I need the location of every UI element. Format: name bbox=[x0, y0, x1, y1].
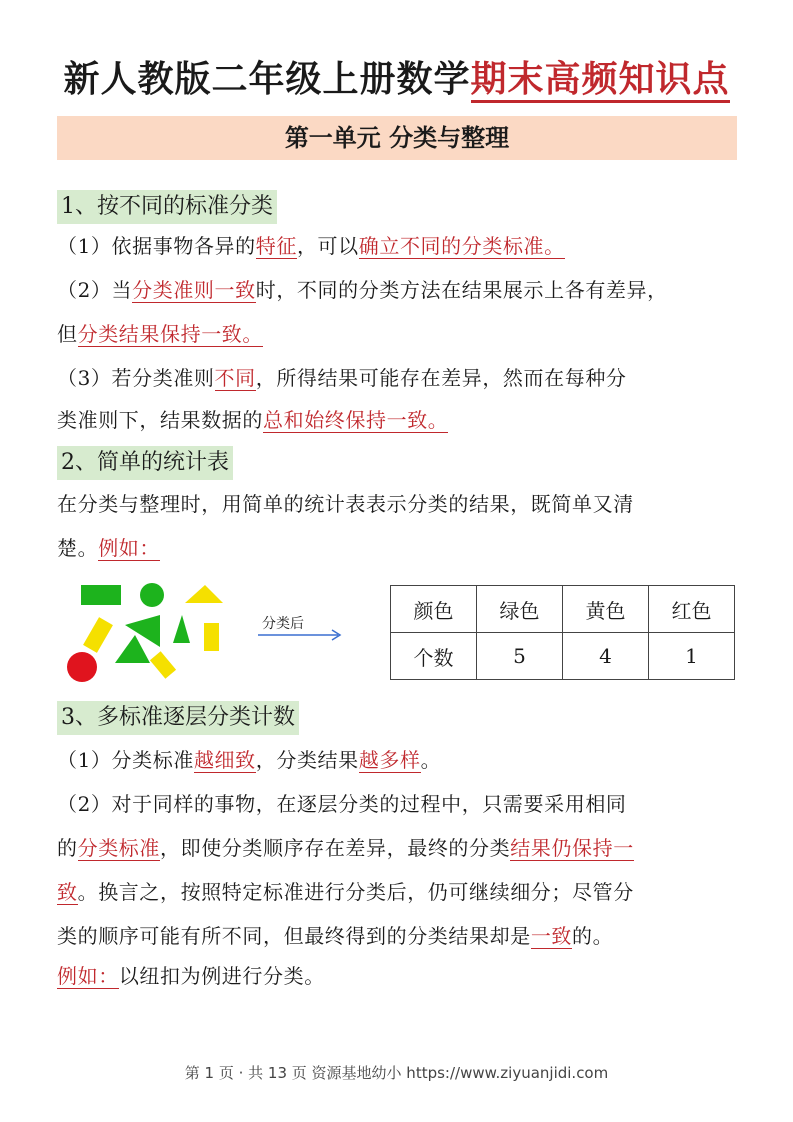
red-text: 分类标准 bbox=[77, 836, 161, 860]
yellow-parallelogram bbox=[83, 617, 113, 653]
s1-paragraph-3-line-2 bbox=[57, 398, 741, 442]
section-3-heading-text: 3、多标准逐层分类计数 bbox=[61, 705, 295, 730]
green-triangle-2 bbox=[115, 635, 150, 663]
table-cell: 1 bbox=[649, 633, 735, 680]
yellow-triangle bbox=[185, 585, 223, 603]
s2-paragraph-line-1 bbox=[57, 482, 741, 526]
text: （1）依据事物各异的 bbox=[57, 234, 256, 258]
text: ，所得结果可能存在差异，然而在每种分 bbox=[255, 366, 627, 390]
text: （2）对于同样的事物，在逐层分类的过程中，只需要采用相同 bbox=[57, 792, 627, 816]
text: 但 bbox=[57, 322, 78, 346]
red-text: 越多样 bbox=[358, 748, 421, 772]
table-header-row bbox=[391, 586, 735, 633]
text: 以纽扣为例进行分类。 bbox=[118, 964, 325, 988]
red-text: 结果仍保持一 bbox=[510, 836, 634, 860]
section-2-heading bbox=[57, 446, 233, 480]
text: 类准则下，结果数据的 bbox=[57, 408, 263, 432]
table-row bbox=[391, 633, 735, 680]
text: ，可以 bbox=[296, 234, 359, 258]
red-text: 确立不同的分类标准。 bbox=[358, 234, 565, 258]
text: 楚。 bbox=[57, 536, 99, 560]
green-circle bbox=[140, 583, 164, 607]
s1-paragraph-2-line-1 bbox=[57, 268, 741, 312]
text: 在分类与整理时，用简单的统计表表示分类的结果，既简单又清 bbox=[57, 492, 634, 516]
s3-example bbox=[57, 954, 741, 998]
text: 的。 bbox=[572, 924, 614, 948]
s2-paragraph-line-2 bbox=[57, 526, 741, 570]
table-cell: 黄色 bbox=[563, 586, 649, 633]
section-3-heading bbox=[57, 701, 299, 735]
section-1-heading-text: 1、按不同的标准分类 bbox=[61, 194, 273, 219]
title-highlight: 期末高频知识点 bbox=[471, 59, 730, 103]
statistics-table bbox=[390, 585, 735, 680]
text: 的 bbox=[57, 836, 78, 860]
unit-title: 第一单元 分类与整理 bbox=[284, 124, 510, 152]
table-cell: 绿色 bbox=[477, 586, 563, 633]
example-label: 例如： bbox=[98, 536, 161, 560]
yellow-rectangle bbox=[204, 623, 219, 651]
table-cell: 4 bbox=[563, 633, 649, 680]
page-title bbox=[0, 55, 793, 105]
unit-title-bar bbox=[57, 116, 737, 160]
red-text: 不同 bbox=[214, 366, 256, 390]
text: 。 bbox=[420, 748, 442, 772]
green-triangle-3 bbox=[173, 615, 190, 643]
text: 时，不同的分类方法在结果展示上各有差异， bbox=[255, 278, 668, 302]
section-1-heading bbox=[57, 190, 277, 224]
title-main: 新人教版二年级上册数学 bbox=[63, 59, 471, 100]
s1-paragraph-3-line-1 bbox=[57, 356, 741, 400]
red-text: 分类准则一致 bbox=[132, 278, 256, 302]
red-text: 越细致 bbox=[193, 748, 256, 772]
s3-paragraph-2-line-4 bbox=[57, 914, 741, 958]
s3-paragraph-1 bbox=[57, 738, 741, 782]
red-text: 特征 bbox=[255, 234, 297, 258]
red-text: 致 bbox=[57, 880, 78, 904]
table-cell: 个数 bbox=[391, 633, 477, 680]
s1-paragraph-2-line-2 bbox=[57, 312, 741, 356]
text: 。换言之，按照特定标准进行分类后，仍可继续细分；尽管分 bbox=[77, 880, 634, 904]
text: （3）若分类准则 bbox=[57, 366, 215, 390]
table-cell: 颜色 bbox=[391, 586, 477, 633]
shapes-illustration bbox=[60, 575, 240, 685]
green-rectangle bbox=[81, 585, 121, 605]
text: （1）分类标准 bbox=[57, 748, 194, 772]
table-cell: 红色 bbox=[649, 586, 735, 633]
text: ，即使分类顺序存在差异，最终的分类 bbox=[160, 836, 511, 860]
red-text: 总和始终保持一致。 bbox=[263, 408, 449, 432]
s3-paragraph-2-line-2 bbox=[57, 826, 741, 870]
yellow-rectangle-tilted bbox=[150, 651, 176, 678]
section-2-heading-text: 2、简单的统计表 bbox=[61, 450, 229, 475]
example-label: 例如： bbox=[57, 964, 119, 988]
arrow-label: 分类后 bbox=[262, 616, 304, 632]
arrow-icon bbox=[256, 628, 346, 642]
page-footer: 第 1 页 · 共 13 页 资源基地幼小 https://www.ziyuanjidi.com bbox=[184, 1064, 609, 1082]
s3-paragraph-2-line-1 bbox=[57, 782, 741, 826]
text: ，分类结果 bbox=[255, 748, 359, 772]
red-circle bbox=[67, 652, 97, 682]
text: （2）当 bbox=[57, 278, 133, 302]
text: 类的顺序可能有所不同，但最终得到的分类结果却是 bbox=[57, 924, 531, 948]
s3-paragraph-2-line-3 bbox=[57, 870, 741, 914]
s1-paragraph-1 bbox=[57, 224, 741, 268]
table-cell: 5 bbox=[477, 633, 563, 680]
red-text: 一致 bbox=[530, 924, 573, 948]
red-text: 分类结果保持一致。 bbox=[77, 322, 264, 346]
